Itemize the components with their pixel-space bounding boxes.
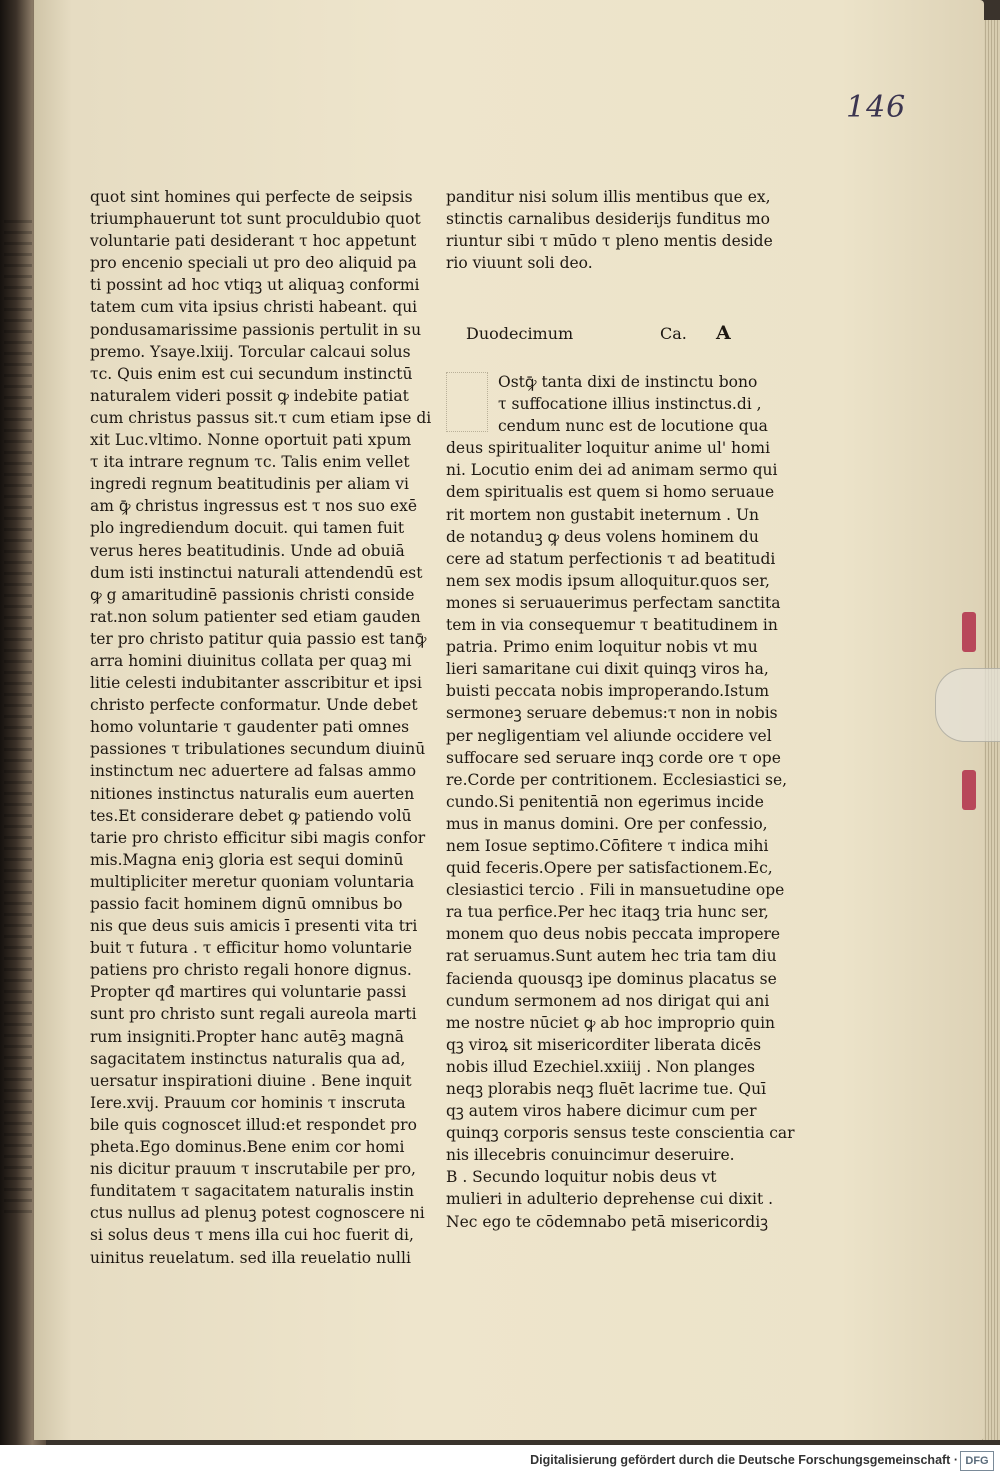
text-line: τ suffocatione illius instinctus.di , bbox=[498, 395, 762, 414]
text-line: christo perfecte conformatur. Unde debet bbox=[90, 696, 418, 715]
text-line: me nostre nūciet ꝙ ab hoc improprio quin bbox=[446, 1013, 776, 1032]
text-line: rat seruamus.Sunt autem hec tria tam diu bbox=[446, 947, 777, 966]
text-line: verus heres beatitudinis. Unde ad obuiā bbox=[90, 541, 405, 560]
text-line: B . Secundo loquitur nobis deus vt bbox=[446, 1168, 717, 1187]
chapter-heading-word: Duodecimum bbox=[466, 324, 574, 343]
text-line: sagacitatem instinctus naturalis qua ad, bbox=[90, 1049, 406, 1068]
text-line: nis illecebris conuincimur deseruire. bbox=[446, 1146, 735, 1165]
text-line: clesiastici tercio . Fili in mansuetudine ope bbox=[446, 881, 785, 900]
footer-credit: Digitalisierung gefördert durch die Deutsche Forschungsgemeinschaft · bbox=[530, 1453, 958, 1467]
text-line: Nec ego te cōdemnabo petā misericordiꝫ bbox=[446, 1212, 769, 1231]
text-line: mus in manus domini. Ore per confessio, bbox=[446, 814, 768, 833]
text-line: litie celesti indubitanter asscribitur et ipsi bbox=[90, 674, 422, 693]
text-line: Iere.xvij. Prauum cor hominis τ inscruta bbox=[90, 1093, 406, 1112]
text-line: quot sint homines qui perfecte de seipsis bbox=[90, 188, 413, 206]
text-line: dem spiritualis est quem si homo seruaue bbox=[446, 483, 775, 502]
text-line: deus spiritualiter loquitur anime ul' homi bbox=[446, 439, 771, 458]
text-line: stinctis carnalibus desiderijs funditus mo bbox=[446, 210, 770, 229]
text-line: riuntur sibi τ mūdo τ pleno mentis deside bbox=[446, 232, 773, 251]
text-line: si solus deus τ mens illa cui hoc fuerit di, bbox=[90, 1226, 414, 1245]
text-line: pondusamarissime passionis pertulit in su bbox=[90, 320, 422, 339]
text-line: qꝫ autem viros habere dicimur cum per bbox=[446, 1102, 757, 1121]
text-line: Ostꝙ̄ tanta dixi de instinctu bono bbox=[498, 373, 758, 391]
text-line: cendum nunc est de locutione qua bbox=[498, 417, 768, 436]
text-line: ctus nullus ad plenuꝫ potest cognoscere ni bbox=[90, 1204, 425, 1223]
text-line: re.Corde per contritionem. Ecclesiastici se, bbox=[446, 770, 788, 789]
text-line: Propter qđ martires qui voluntarie passi bbox=[90, 983, 407, 1002]
text-line: nem Iosue septimo.Cōfitere τ indica mihi bbox=[446, 836, 769, 855]
text-line: triumphauerunt tot sunt proculdubio quot bbox=[90, 210, 421, 229]
folio-number: 146 bbox=[846, 90, 907, 125]
text-line: rat.non solum patienter sed etiam gauden bbox=[90, 607, 421, 626]
text-line: passiones τ tribulationes secundum diuinū bbox=[90, 740, 426, 759]
text-line: ter pro christo patitur quia passio est tanꝙ̄ bbox=[90, 629, 427, 648]
text-line: ra tua perfice.Per hec itaqꝫ tria hunc ser, bbox=[446, 903, 769, 922]
text-line: uinitus reuelatum. sed illa reuelatio nulli bbox=[90, 1248, 411, 1267]
text-line: qꝫ viroꝝ sit misericorditer liberata dicēs bbox=[446, 1035, 762, 1054]
text-line: patria. Primo enim loquitur nobis vt mu bbox=[446, 638, 758, 657]
left-text-column bbox=[90, 186, 431, 1269]
text-line: naturalem videri possit ꝙ indebite patiat bbox=[90, 386, 409, 405]
text-line: panditur nisi solum illis mentibus que ex, bbox=[446, 188, 771, 206]
text-line: mulieri in adulterio deprehense cui dixit . bbox=[446, 1190, 774, 1209]
text-line: buit τ futura . τ efficitur homo voluntarie bbox=[90, 939, 413, 958]
text-line: cere ad statum perfectionis τ ad beatitudi bbox=[446, 549, 776, 568]
text-line: nis dicitur prauum τ inscrutabile per pro, bbox=[90, 1160, 416, 1179]
text-line: homo voluntarie τ gaudenter pati omnes bbox=[90, 718, 410, 737]
text-line: ti possint ad hoc vtiqꝫ ut aliquaꝫ conformi bbox=[90, 276, 420, 295]
chapter-heading bbox=[466, 324, 736, 348]
text-line: nobis illud Ezechiel.xxiiij . Non planges bbox=[446, 1057, 756, 1076]
text-line: rum insigniti.Propter hanc autēꝫ magnā bbox=[90, 1027, 405, 1046]
text-line: nis que deus suis amicis ī presenti vita tri bbox=[90, 917, 418, 936]
text-line: nem sex modis ipsum alloquitur.quos ser, bbox=[446, 571, 770, 590]
text-line: cum christus passus sit.τ cum etiam ipse di bbox=[90, 408, 432, 427]
text-line: monem quo deus nobis peccata impropere bbox=[446, 925, 781, 944]
text-line: de notanduꝫ ꝙ deus volens hominem du bbox=[446, 527, 759, 546]
text-line: funditatem τ sagacitatem naturalis instin bbox=[90, 1182, 415, 1201]
text-line: pheta.Ego dominus.Bene enim cor homi bbox=[90, 1138, 405, 1157]
text-line: per negligentiam vel aliunde occidere vel bbox=[446, 726, 772, 745]
text-line: uersatur inspirationi diuine . Bene inquit bbox=[90, 1071, 412, 1090]
bookmark-tab bbox=[962, 770, 976, 810]
text-line: plo ingrediendum docuit. qui tamen fuit bbox=[90, 519, 405, 538]
chapter-heading-ca: Ca. bbox=[660, 324, 687, 343]
text-line: suffocare sed seruare inqꝫ corde ore τ ope bbox=[446, 748, 781, 767]
text-line: pro encenio speciali ut pro deo aliquid pa bbox=[90, 254, 417, 273]
page-clip bbox=[935, 668, 1000, 742]
bookmark-tab bbox=[962, 612, 976, 652]
text-line: tem in via consequemur τ beatitudinem in bbox=[446, 616, 778, 635]
text-line: premo. Ysaye.lxiij. Torcular calcaui solus bbox=[90, 342, 411, 361]
text-line: ꝙ g amaritudinē passionis christi conside bbox=[90, 585, 415, 604]
text-line: sermoneꝫ seruare debemus:τ non in nobis bbox=[446, 704, 778, 723]
text-line: tarie pro christo efficitur sibi magis confor bbox=[90, 828, 426, 847]
text-line: mis.Magna eniꝫ gloria est sequi dominū bbox=[90, 850, 404, 869]
text-line: ni. Locutio enim dei ad animam sermo qui bbox=[446, 461, 778, 480]
text-line: ingredi regnum beatitudinis per aliam vi bbox=[90, 475, 409, 494]
text-line: nitiones instinctus naturalis eum auerten bbox=[90, 784, 415, 803]
text-line: sunt pro christo sunt regali aureola marti bbox=[90, 1005, 417, 1024]
text-line: multipliciter meretur quoniam voluntaria bbox=[90, 872, 415, 891]
text-line: instinctum nec aduertere ad falsas ammo bbox=[90, 762, 417, 781]
text-line: passio facit hominem dignū omnibus bo bbox=[90, 895, 403, 913]
text-line: facienda quousqꝫ ipe dominus placatus se bbox=[446, 969, 777, 988]
text-line: cundum sermonem ad nos dirigat qui ani bbox=[446, 991, 770, 1010]
text-line: cundo.Si penitentiā non egerimus incide bbox=[446, 792, 764, 811]
footer-bar bbox=[0, 1445, 1000, 1475]
text-line: bile quis cognoscet illud:et respondet pro bbox=[90, 1115, 417, 1134]
dfg-logo: DFG bbox=[960, 1451, 994, 1471]
chapter-heading-letter: A bbox=[716, 322, 731, 344]
text-line: quid feceris.Opere per satisfactionem.Ec, bbox=[446, 859, 773, 878]
text-line: quinqꝫ corporis sensus teste conscientia car bbox=[446, 1124, 795, 1143]
left-page-edge-text bbox=[4, 220, 32, 1220]
text-line: am ꝙ̄ christus ingressus est τ nos suo exē bbox=[90, 497, 417, 516]
text-line: tatem cum vita ipsius christi habeant. qui bbox=[90, 298, 418, 317]
text-line: τ ita intrare regnum τc. Talis enim vellet bbox=[90, 453, 410, 472]
text-line: dum isti instinctui naturali attendendū est bbox=[90, 563, 423, 582]
text-line: patiens pro christo regali honore dignus. bbox=[90, 961, 412, 980]
text-line: arra homini diuinitus collata per quaꝫ mi bbox=[90, 651, 412, 670]
text-line: lieri samaritane cui dixit quinqꝫ viros ha, bbox=[446, 660, 769, 679]
text-line: rio viuunt soli deo. bbox=[446, 254, 593, 273]
text-line: τc. Quis enim est cui secundum instinctū bbox=[90, 364, 413, 383]
text-line: voluntarie pati desiderant τ hoc appetunt bbox=[90, 232, 417, 251]
right-text-column bbox=[446, 371, 795, 1233]
right-text-column-top bbox=[446, 186, 773, 274]
text-line: neqꝫ plorabis neqꝫ fluēt lacrime tue. Quī bbox=[446, 1080, 767, 1098]
text-line: rit mortem non gustabit ineternum . Un bbox=[446, 505, 759, 524]
text-line: buisti peccata nobis improperando.Istum bbox=[446, 682, 770, 701]
text-line: xit Luc.vltimo. Nonne oportuit pati xpum bbox=[90, 431, 412, 450]
text-line: mones si seruauerimus perfectam sanctita bbox=[446, 593, 781, 612]
text-line: tes.Et considerare debet ꝙ patiendo volū bbox=[90, 806, 412, 825]
